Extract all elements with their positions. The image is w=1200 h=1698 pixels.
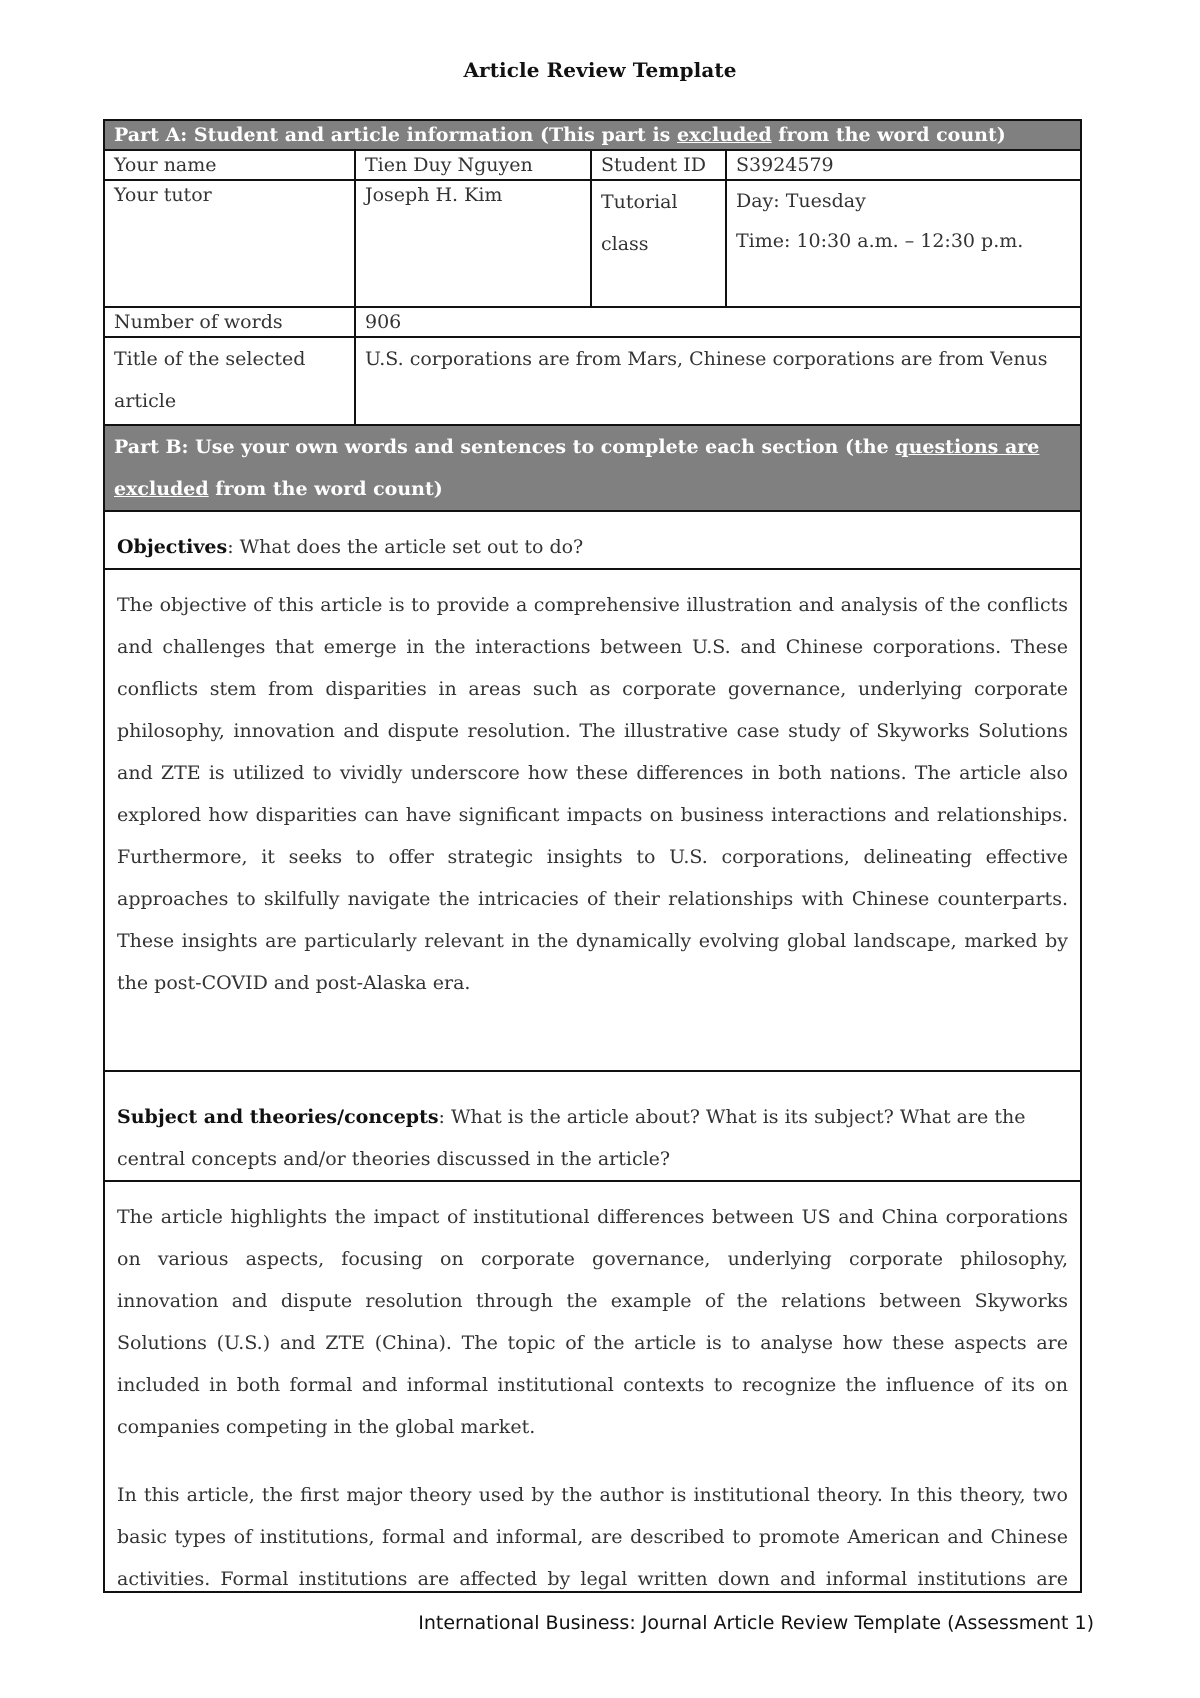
subject-question: Subject and theories/concepts: What is the article about? What is its subject? What are the central concepts and/or theories discussed in the article? xyxy=(105,1072,1080,1182)
article-title-label: Title of the selected article xyxy=(105,337,355,425)
subject-label: Subject and theories/concepts xyxy=(117,1106,439,1128)
word-count-label: Number of words xyxy=(105,307,355,337)
table-row xyxy=(105,151,1080,180)
objectives-answer-text: The objective of this article is to provide a comprehensive illustration and analysis of the conflicts and challenges that emerge in the interactions between U.S. and Chinese corporations. These conflicts stem from disparities in areas such as corporate governance, underlying corporate philosophy, innovation and dispute resolution. The illustrative case study of Skyworks Solutions and ZTE is utilized to vividly underscore how these differences in both nations. The article also explored how disparities can have significant impacts on business interactions and relationships. Furthermore, it seeks to offer strategic insights to U.S. corporations, delineating effective approaches to skilfully navigate the intricacies of their relationships with Chinese counterparts. These insights are particularly relevant in the dynamically evolving global landscape, marked by the post-COVID and post-Alaska era. xyxy=(117,594,1068,994)
objectives-question: Objectives: What does the article set out to do? xyxy=(105,512,1080,570)
your-name-value: Tien Duy Nguyen xyxy=(355,151,591,180)
tutorial-time: Time: 10:30 a.m. – 12:30 p.m. xyxy=(736,230,1024,252)
subject-answer xyxy=(105,1182,1080,1593)
table-row xyxy=(105,180,1080,307)
word-count-value: 906 xyxy=(355,307,1080,337)
student-id-value: S3924579 xyxy=(726,151,1080,180)
tutorial-day: Day: Tuesday xyxy=(736,190,866,212)
table-row xyxy=(105,337,1080,425)
review-form xyxy=(103,119,1082,1593)
student-info-table xyxy=(105,151,1080,426)
article-title-value: U.S. corporations are from Mars, Chinese corporations are from Venus xyxy=(355,337,1080,425)
part-b-header: Part B: Use your own words and sentences to complete each section (the questions are excluded from the word count) xyxy=(105,426,1080,512)
part-a-header: Part A: Student and article information (This part is excluded from the word count) xyxy=(105,121,1080,151)
your-name-label: Your name xyxy=(105,151,355,180)
table-row xyxy=(105,307,1080,337)
your-tutor-label: Your tutor xyxy=(105,180,355,307)
student-id-label: Student ID xyxy=(591,151,726,180)
objectives-label: Objectives xyxy=(117,536,228,558)
document-title: Article Review Template xyxy=(463,58,737,82)
subject-answer-paragraph-1: The article highlights the impact of institutional differences between US and China corporations on various aspects, focusing on corporate governance, underlying corporate philosophy, innovation and dispute resolution through the example of the relations between Skyworks Solutions (U.S.) and ZTE (China). The topic of the article is to analyse how these aspects are included in both formal and informal institutional contexts to recognize the influence of its on companies competing in the global market. xyxy=(117,1206,1068,1438)
page-footer: International Business: Journal Article Review Template (Assessment 1) xyxy=(418,1612,1094,1634)
tutorial-class-value xyxy=(726,180,1080,307)
tutorial-class-label: Tutorial class xyxy=(591,180,726,307)
subject-answer-paragraph-2: In this article, the first major theory used by the author is institutional theory. In this theory, two basic types of institutions, formal and informal, are described to promote American and Chinese activities. Formal institutions are affected by legal written down and informal institutions are xyxy=(117,1484,1068,1590)
your-tutor-value: Joseph H. Kim xyxy=(355,180,591,307)
objectives-answer xyxy=(105,570,1080,1072)
